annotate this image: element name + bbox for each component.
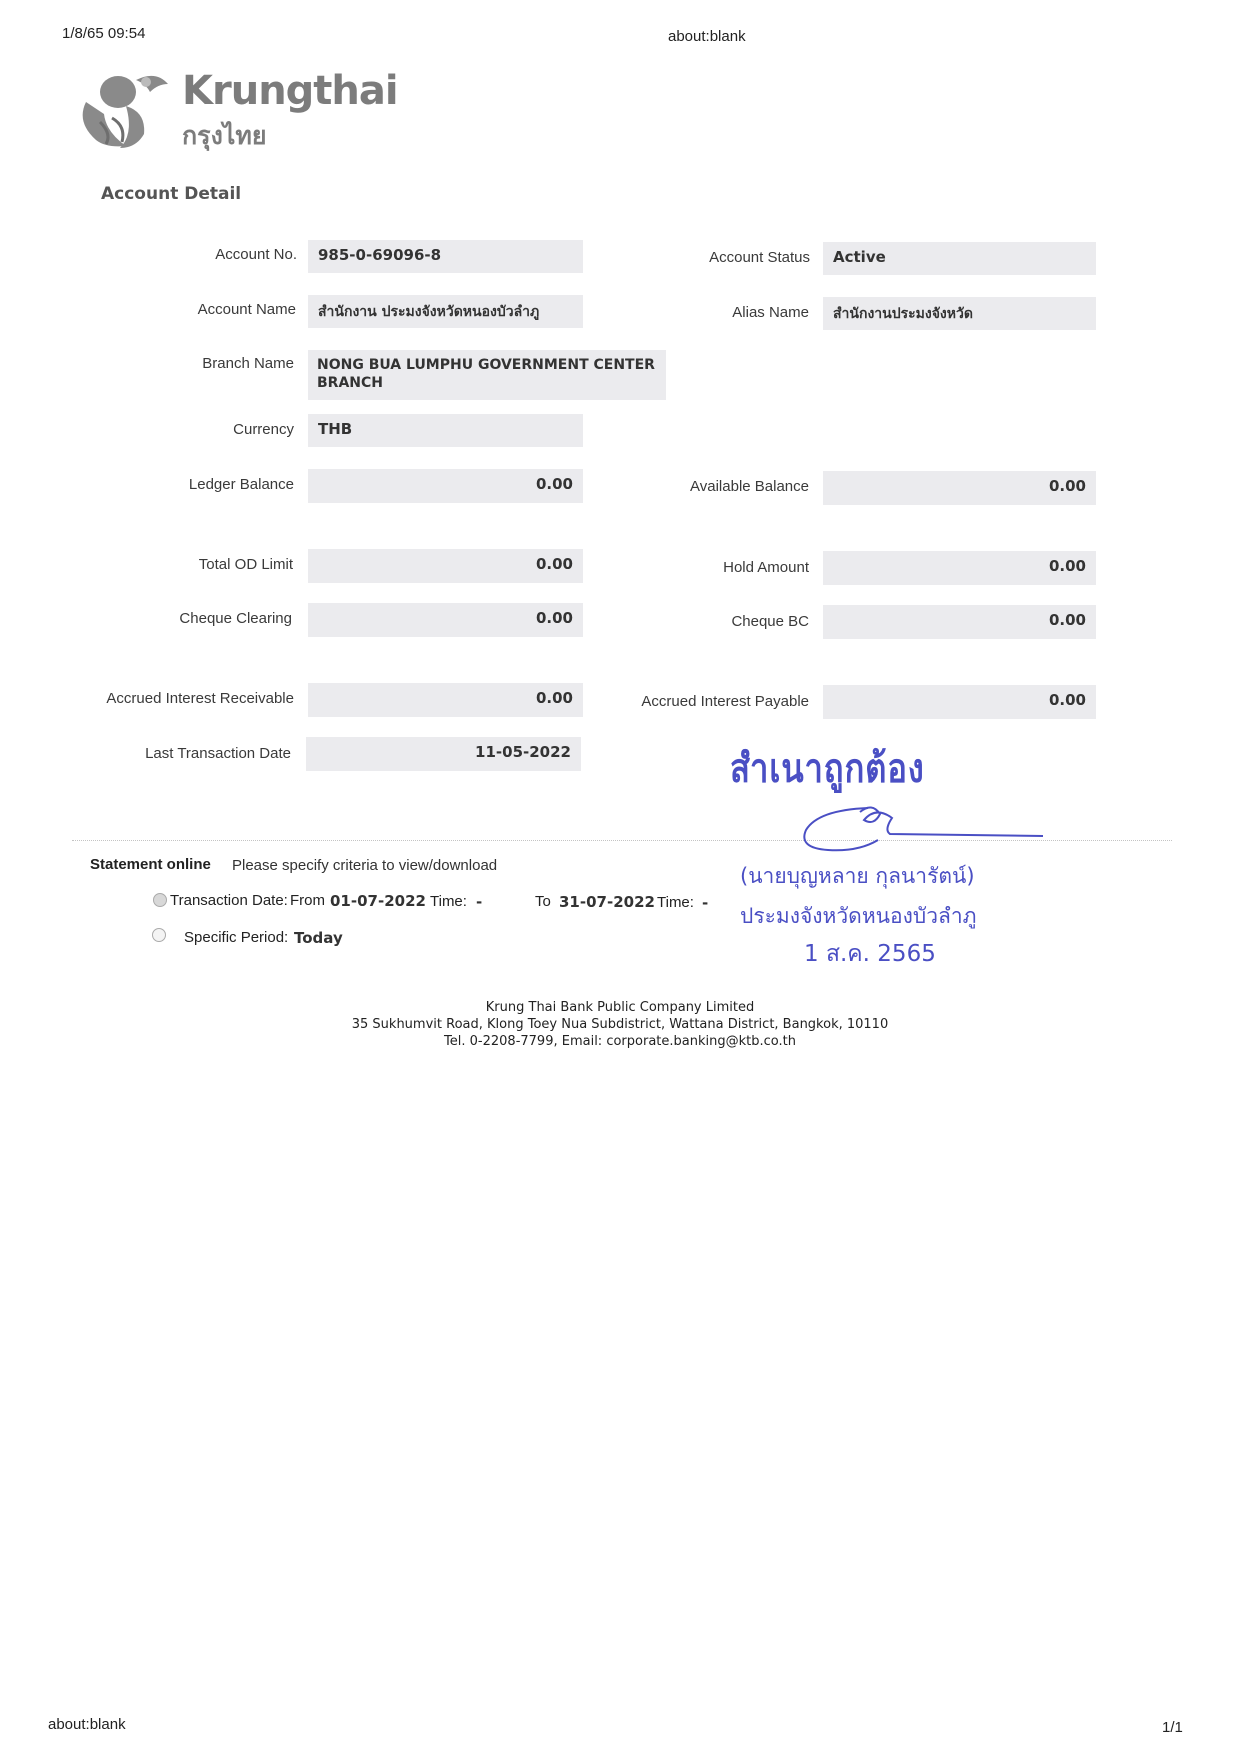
currency-label: Currency: [233, 421, 294, 438]
print-datetime: 1/8/65 09:54: [62, 25, 146, 42]
to-label: To: [535, 893, 551, 910]
signatory-position: ประมงจังหวัดหนองบัวลำภู: [740, 904, 977, 928]
alias-name-label: Alias Name: [732, 304, 809, 321]
cheque-clearing-label: Cheque Clearing: [179, 610, 292, 627]
from-time-value[interactable]: -: [476, 893, 483, 911]
transaction-date-radio[interactable]: [153, 893, 167, 907]
available-balance-value: 0.00: [823, 471, 1096, 505]
to-date-value[interactable]: 31-07-2022: [559, 893, 655, 911]
to-time-label: Time:: [657, 894, 694, 911]
ledger-balance-label: Ledger Balance: [188, 476, 294, 493]
accrued-interest-receivable-value: 0.00: [308, 683, 583, 717]
from-date-value[interactable]: 01-07-2022: [330, 892, 426, 910]
print-page-number: 1/1: [1162, 1719, 1183, 1736]
specific-period-value[interactable]: Today: [294, 929, 343, 947]
specific-period-label: Specific Period:: [184, 929, 289, 946]
cheque-bc-label: Cheque BC: [731, 613, 809, 630]
accrued-interest-receivable-label: Accrued Interest Receivable: [106, 690, 294, 707]
last-transaction-date-value: 11-05-2022: [306, 737, 581, 771]
accrued-interest-payable-value: 0.00: [823, 685, 1096, 719]
signature-icon: [798, 800, 1048, 852]
total-od-limit-label: Total OD Limit: [198, 556, 293, 573]
available-balance-label: Available Balance: [690, 478, 809, 495]
account-no-value: 985-0-69096-8: [308, 240, 583, 273]
logo-name-en: Krungthai: [182, 68, 398, 114]
print-url: about:blank: [668, 28, 746, 45]
branch-name-value: [308, 350, 666, 400]
footer-address: 35 Sukhumvit Road, Klong Toey Nua Subdistrict, Wattana District, Bangkok, 10110: [351, 1017, 889, 1032]
signatory-name: (นายบุญหลาย กุลนารัตน์): [740, 864, 975, 888]
branch-name-line2: BRANCH: [317, 375, 383, 391]
account-status-label: Account Status: [709, 249, 810, 266]
stamp-date: 1 ส.ค. 2565: [804, 941, 936, 967]
cheque-clearing-value: 0.00: [308, 603, 583, 637]
footer-contact: Tel. 0-2208-7799, Email: corporate.banking@ktb.co.th: [444, 1034, 796, 1049]
branch-name-line1: NONG BUA LUMPHU GOVERNMENT CENTER: [317, 357, 655, 373]
certified-copy-stamp: สำเนาถูกต้อง: [730, 746, 925, 792]
currency-value: THB: [308, 414, 583, 447]
branch-name-label: Branch Name: [202, 355, 294, 372]
from-time-label: Time:: [430, 893, 467, 910]
total-od-limit-value: 0.00: [308, 549, 583, 583]
account-name-value: สำนักงาน ประมงจังหวัดหนองบัวลำภู: [308, 295, 583, 328]
alias-name-value: สำนักงานประมงจังหวัด: [823, 297, 1096, 330]
ledger-balance-value: 0.00: [308, 469, 583, 503]
statement-title: Statement online: [90, 856, 211, 873]
statement-instruction: Please specify criteria to view/download: [232, 857, 498, 874]
hold-amount-label: Hold Amount: [723, 559, 809, 576]
from-label: From: [290, 892, 325, 909]
krungthai-bird-logo-icon: [76, 62, 176, 154]
logo-name-th: กรุงไทย: [182, 121, 267, 150]
hold-amount-value: 0.00: [823, 551, 1096, 585]
account-name-label: Account Name: [197, 301, 296, 318]
to-time-value[interactable]: -: [702, 894, 709, 912]
cheque-bc-value: 0.00: [823, 605, 1096, 639]
section-title: Account Detail: [101, 184, 242, 204]
specific-period-radio[interactable]: [152, 928, 166, 942]
accrued-interest-payable-label: Accrued Interest Payable: [641, 693, 809, 710]
print-footer-url: about:blank: [48, 1716, 126, 1733]
account-no-label: Account No.: [215, 246, 297, 263]
account-status-value: Active: [823, 242, 1096, 275]
transaction-date-label: Transaction Date:: [170, 892, 288, 909]
last-transaction-date-label: Last Transaction Date: [145, 745, 291, 762]
company-footer: [0, 999, 1240, 1050]
footer-company: Krung Thai Bank Public Company Limited: [485, 1000, 755, 1015]
